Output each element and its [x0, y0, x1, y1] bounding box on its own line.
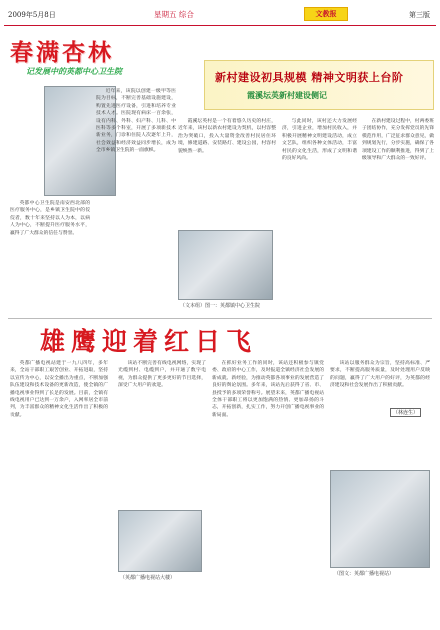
aerial-photo-caption: （图文：英都广播电视站）	[334, 571, 395, 577]
article1-col2: 近年来，该院以创建一级甲等医院为目标，不断完善基础设施建设，购置先进医疗设备，引进和培养专业技术人才。医院现有病床一百余张，设有内科、外科、妇产科、儿科、中医科等多个科室，开展了多项新技术新业务，门诊和住院人次逐年上升，社会效益和经济效益同步增长，成为全市乡镇卫生院的一面旗帜。	[96, 89, 176, 154]
article1-col1: 英都中心卫生院是南安西北部的医疗服务中心，是乡镇卫生院中的佼佼者，数十年来坚持以人为本，以病人为中心，不断提升医疗服务水平，赢得了广大群众的信任与赞誉。	[10, 201, 90, 236]
section2-subheadline: 霞溪坛英新村建设侧记	[247, 91, 327, 100]
masthead-center: 星期五 综合	[154, 10, 194, 19]
author-tag: （林连生）	[390, 408, 421, 417]
article3-col1: 英都广播电视站建于一九八四年，多年来，全站干部职工艰苦创业、开拓进取，坚持以宣传为中心，以安全播出为重点，不断加强队伍建设和技术设备的更新改造，使全镇的广播电视事业得到了长足的发展。目前，全镇有线电视用户已达到一万余户，入网率居全市前列，为丰富群众的精神文化生活作出了积极的贡献。	[10, 361, 108, 418]
page-number: 第三版	[409, 11, 430, 19]
section1-subtitle: 记发展中的英都中心卫生院	[26, 67, 122, 76]
article3-col3: 在抓好业务工作的同时，该站还积极参与镇党委、政府的中心工作，及时报道全镇经济社会发展的新成就、新经验，为推动英都各项事业的发展营造了良好的舆论氛围。多年来，该站先后获得了省、市、县授予的多项荣誉称号。展望未来，英都广播电视站全体干部职工将以更加饱满的热情、更加昂扬的斗志，开拓创新，扎实工作，努力开创广播电视事业的新局面。	[212, 361, 324, 418]
section2-headline: 新村建设初具规模 精神文明获上台阶	[215, 71, 404, 84]
article2-col3: 在新村建设过程中，村两委班子团结协作，充分发挥党员的先锋模范作用，广泛征求群众意见，做到规划先行，分步实施，确保了各项建设工作的顺利推进，得到了上级领导和广大群众的一致好评。	[362, 119, 434, 162]
section-divider	[8, 318, 432, 319]
article3-col4: 该站以服务群众为宗旨，坚持高标准、严要求，不断提高服务质量，及时处理用户反映的问题，赢得了广大用户的好评，为英都的经济建设和社会发展作出了积极贡献。	[330, 361, 430, 389]
article2-col2: 与此同时，该村还大力发展经济，引进企业，增加村民收入，并积极开展精神文明建设活动，成立文艺队，组织各种文体活动，丰富村民的文化生活，形成了文明和谐的良好风尚。	[282, 119, 357, 162]
article2-col1: 霞溪坛英村是一个有着悠久历史的村庄，近年来，该村以新农村建设为契机，以村容整治为突破口，投入大量资金改善村民居住环境，修建道路、安装路灯、建设公园，村容村貌焕然一新。	[178, 119, 276, 154]
tv-station-aerial-photo	[330, 470, 430, 568]
article3-col2: 该站不断完善有线电视网络，实现了光缆到村、电缆到户，并开通了数字电视，为群众提供了更多更好的节目选择，深受广大用户的欢迎。	[118, 361, 206, 389]
tv-station-photo-caption: （英都广播电视站大楼）	[120, 575, 176, 581]
masthead	[4, 4, 436, 26]
issue-date: 2009年5月8日	[8, 11, 56, 19]
section2-banner	[204, 60, 434, 110]
newspaper-logo: 文教报	[304, 7, 348, 21]
section3-title: 雄鹰迎着红日飞	[40, 327, 258, 356]
section1-title: 春满杏林	[10, 40, 114, 66]
village-photo-caption: （文本组）图一：英都镇中心卫生院	[180, 303, 261, 309]
tv-station-photo	[118, 510, 202, 572]
village-photo	[178, 230, 273, 300]
